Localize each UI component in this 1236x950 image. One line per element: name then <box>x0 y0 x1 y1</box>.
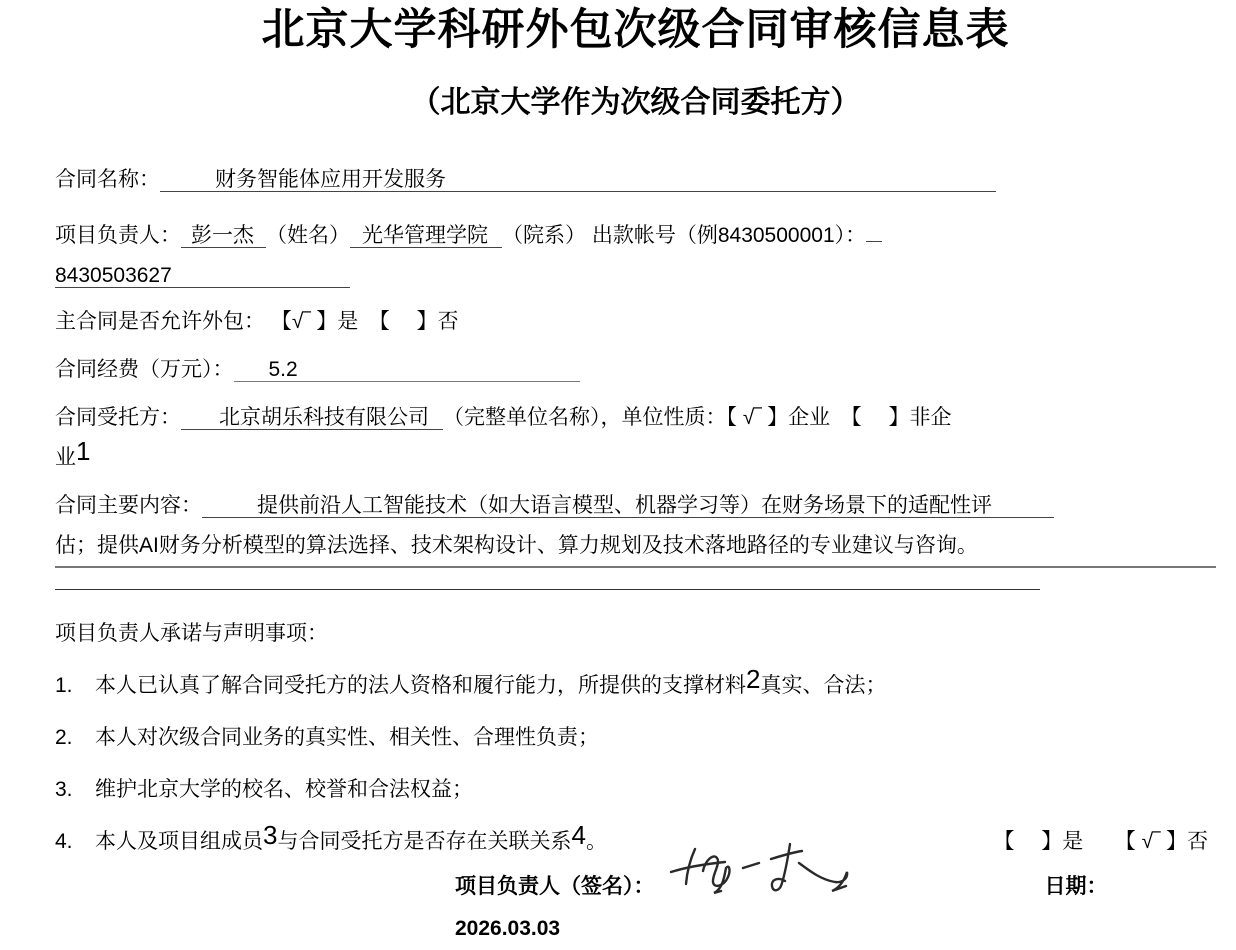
footnote-ref-3: 3 <box>263 820 278 850</box>
signature-block <box>455 866 1216 950</box>
item-text: 维护北京大学的校名、校誉和合法权益； <box>95 778 473 801</box>
item-text: 本人已认真了解合同受托方的法人资格和履行能力，所提供的支撑材料$^2$真实、合法； <box>95 664 887 697</box>
item-text: 本人及项目组成员$^3$与合同受托方是否存在关联关系$^4$。 <box>95 820 607 853</box>
contractor-suffix-wrap: 业 <box>55 446 76 469</box>
outsourcing-checkboxes: 【√‾ 】是 【 】否 <box>270 310 459 333</box>
funding-value: 5.2 <box>234 358 580 382</box>
contractor-suffix: （完整单位名称），单位性质：【 √‾ 】企业 【 】非企 <box>443 406 952 429</box>
signature-label: 项目负责人（签名）： <box>455 875 655 898</box>
declaration-item-3 <box>55 770 1216 810</box>
field-contract-name <box>55 160 1216 200</box>
field-contractor <box>55 398 1216 478</box>
signature-date-value: 2026.03.03 <box>455 917 561 940</box>
contractor-value: 北京胡乐科技有限公司 <box>181 406 443 430</box>
pi-account-label: 出款帐号（例8430500001）： <box>586 224 867 247</box>
declaration-item-1 <box>55 666 1216 706</box>
outsourcing-label: 主合同是否允许外包： <box>55 310 265 333</box>
account-underline-start <box>866 241 882 242</box>
page-subtitle: （北京大学作为次级合同委托方） <box>410 86 861 119</box>
contract-name-value: 财务智能体应用开发服务 <box>160 168 996 192</box>
footnote-ref-4: 4 <box>571 820 586 850</box>
pi-dept-value: 光华管理学院 <box>350 224 502 248</box>
pi-label: 项目负责人： <box>55 224 181 247</box>
footnote-ref-1: 1 <box>76 436 91 466</box>
item-number: 3. <box>55 778 73 801</box>
page-title: 北京大学科研外包次级合同审核信息表 <box>261 6 1010 54</box>
handwritten-signature <box>655 883 895 893</box>
content-line2: 估；提供AI财务分析模型的算法选择、技术架构设计、算力规划及技术落地路径的专业建议与咨询。 <box>55 526 1216 568</box>
item-number: 1. <box>55 674 73 697</box>
pi-name-value: 彭一杰 <box>181 224 266 248</box>
field-outsourcing-allowed <box>55 302 1216 342</box>
field-project-leader <box>55 216 1216 296</box>
content-label: 合同主要内容： <box>55 494 202 517</box>
pi-dept-suffix: （院系） <box>502 224 586 247</box>
item-number: 2. <box>55 726 73 749</box>
item-number: 4. <box>55 830 73 853</box>
funding-label: 合同经费（万元）： <box>55 358 234 381</box>
declaration-item-4 <box>55 822 1216 862</box>
relationship-checkboxes: 【 】是 【 √‾ 】否 <box>993 830 1208 853</box>
item-text: 本人对次级合同业务的真实性、相关性、合理性负责； <box>95 726 599 749</box>
field-funding <box>55 350 1216 390</box>
content-blank-line <box>55 576 1040 590</box>
contractor-label: 合同受托方： <box>55 406 181 429</box>
field-main-content <box>55 486 1216 568</box>
pi-account-value: 8430503627 <box>55 264 350 288</box>
contract-name-label: 合同名称： <box>55 168 160 191</box>
date-label: 日期： <box>1044 875 1108 898</box>
declarations-heading: 项目负责人承诺与声明事项： <box>55 622 328 645</box>
declaration-item-2 <box>55 718 1216 758</box>
content-line1: 提供前沿人工智能技术（如大语言模型、机器学习等）在财务场景下的适配性评 <box>202 494 1054 518</box>
pi-name-suffix: （姓名） <box>266 224 350 247</box>
signature-line <box>455 866 1216 908</box>
footnote-ref-2: 2 <box>746 664 761 694</box>
